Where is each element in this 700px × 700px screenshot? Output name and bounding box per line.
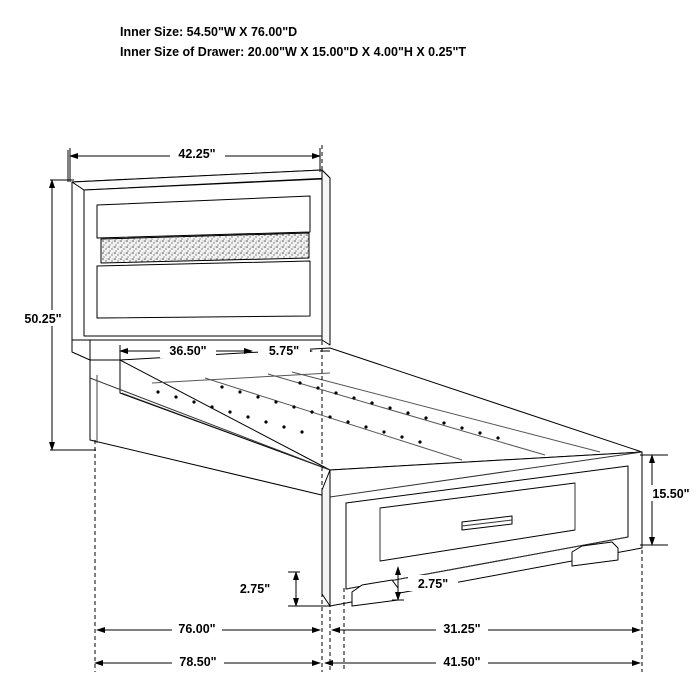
- label-bed-length-inner: 76.00": [178, 622, 216, 636]
- label-bed-length-outer: 78.50": [179, 655, 217, 669]
- label-leg-clearance-left: 2.75": [239, 582, 271, 596]
- label-panel-side: 5.75": [268, 344, 300, 358]
- headboard: [72, 170, 330, 360]
- label-leg-clearance-right: 2.75": [417, 577, 449, 591]
- label-footboard-height: 15.50": [652, 487, 690, 501]
- header-note-inner-size: Inner Size: 54.50"W X 76.00"D: [120, 25, 298, 39]
- label-panel-width: 36.50": [169, 344, 207, 358]
- label-footboard-width-inner: 31.25": [443, 622, 481, 636]
- footboard: [322, 452, 642, 606]
- label-headboard-width: 42.25": [178, 147, 216, 161]
- header-note-drawer-size: Inner Size of Drawer: 20.00"W X 15.00"D X 4.00"H X 0.25"T: [120, 45, 467, 59]
- label-footboard-width-outer: 41.50": [443, 655, 481, 669]
- bed-outline-group: [72, 170, 642, 606]
- label-overall-height: 50.25": [24, 312, 62, 326]
